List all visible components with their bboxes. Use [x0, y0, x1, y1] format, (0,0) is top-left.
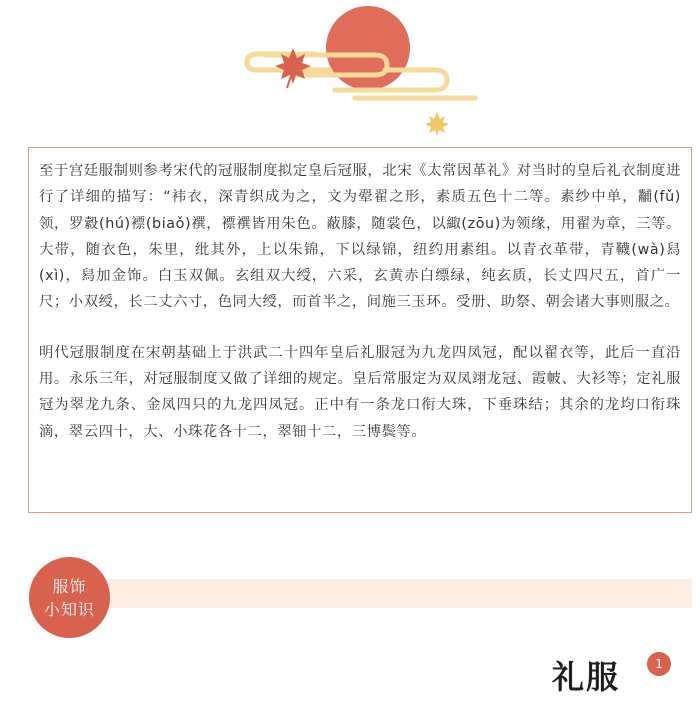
tips-badge: [29, 557, 110, 638]
tips-label-line-2: 小知识: [43, 599, 95, 619]
section-number-badge: 1: [647, 652, 671, 676]
tips-label-line-1: 服饰: [52, 576, 87, 596]
section-title: 礼服: [552, 658, 621, 696]
article-box: [28, 147, 692, 513]
maple-leaf-small-icon: [425, 112, 449, 136]
tips-bar: [100, 579, 692, 608]
article-paragraph-2: 明代冠服制度在宋朝基础上于洪武二十四年皇后礼服冠为九龙四凤冠，配以翟衣等，此后一直沿用。永乐三年，对冠服制度又做了详细的规定。皇后常服定为双凤翊龙冠、霞帔、大衫等；定礼服冠为翠龙九条、金凤四只的九龙四凤冠。正中有一条龙口衔大珠，下垂珠结；其余的龙均口衔珠滴，翠云四十，大、小珠花各十二，翠钿十二，三博鬓等。: [39, 344, 681, 440]
article-paragraph-1: 至于宫廷服制则参考宋代的冠服制度拟定皇后冠服，北宋《太常因革礼》对当时的皇后礼衣制度进行了详细的描写：“袆衣，深青织成为之，文为翚翟之形，素质五色十二等。素纱中单，黼(fǔ)领，罗縠(hú)褾(biaǒ)襈，褾襈皆用朱色。蔽膝，随裳色，以緅(zōu)为领缘，用翟为章，三等。大带，随衣色，朱里，纰其外，上以朱锦，下以绿锦，纽约用素组。以青衣革带，青韈(wà)舄(xì)，舄加金饰。白玉双佩。玄组双大绶，六采，玄黄赤白缥绿，纯玄质，长丈四尺五，首广一尺；小双绶，长二丈六寸，色同大绶，而首半之，间施三玉环。受册、助祭、朝会诸大事则服之。: [39, 163, 681, 311]
header-decoration: [235, 0, 495, 150]
